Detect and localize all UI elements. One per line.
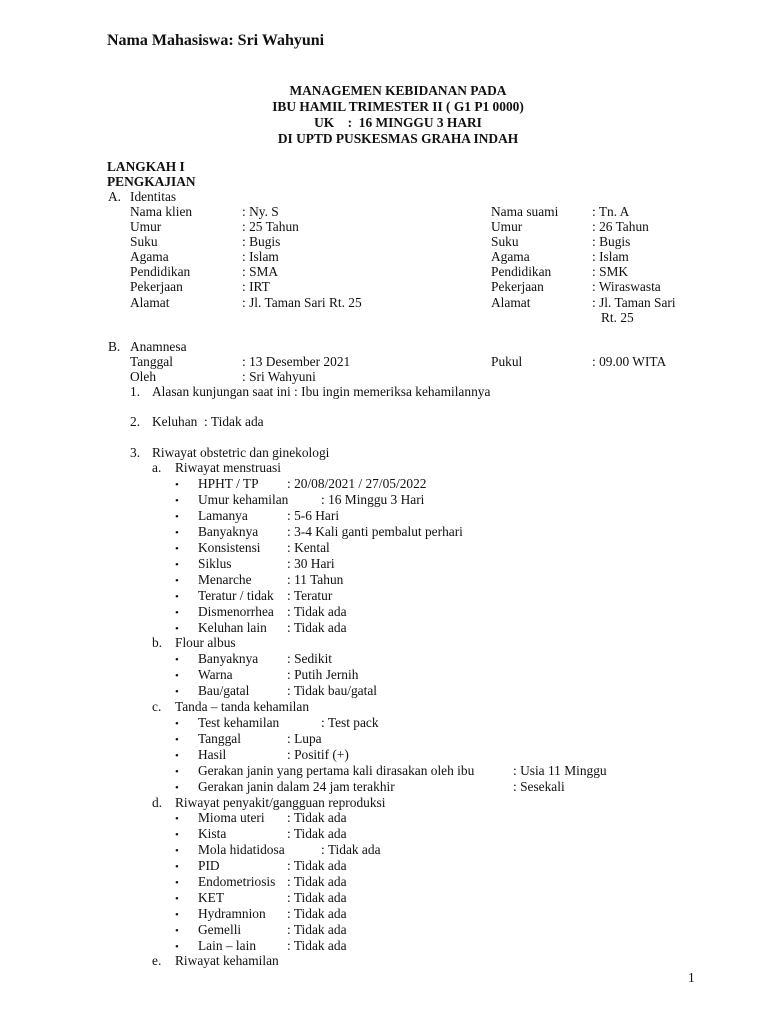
numbered-item-number: 3. bbox=[130, 445, 141, 460]
oleh-value: : Sri Wahyuni bbox=[242, 369, 316, 384]
list-item-value: : Tidak ada bbox=[287, 858, 347, 873]
section-b-label: Anamnesa bbox=[130, 339, 187, 354]
doc-title-line-1: MANAGEMEN KEBIDANAN PADA bbox=[289, 83, 507, 98]
tanggal-value: : 13 Desember 2021 bbox=[242, 354, 351, 369]
list-item-label: Hydramnion bbox=[198, 906, 266, 921]
sub-label: Riwayat penyakit/gangguan reproduksi bbox=[175, 795, 386, 810]
list-item-label: Banyaknya bbox=[198, 651, 259, 666]
list-item-label: Banyaknya bbox=[198, 524, 259, 539]
list-item-label: Teratur / tidak bbox=[198, 588, 274, 603]
numbered-item-number: 1. bbox=[130, 384, 141, 399]
list-item-value: : 30 Hari bbox=[287, 556, 335, 571]
bullet-icon: • bbox=[175, 909, 179, 921]
list-item-label: Umur kehamilan bbox=[198, 492, 289, 507]
sub-label: Riwayat menstruasi bbox=[175, 460, 281, 475]
list-item-label: Warna bbox=[198, 667, 233, 682]
list-item-label: HPHT / TP bbox=[198, 476, 259, 491]
doc-title-line-4: DI UPTD PUSKESMAS GRAHA INDAH bbox=[277, 131, 519, 146]
list-item-value: : Tidak bau/gatal bbox=[287, 683, 378, 698]
list-item-label: Menarche bbox=[198, 572, 252, 587]
list-item-value: : Tidak ada bbox=[287, 906, 347, 921]
suami-value: : 26 Tahun bbox=[592, 219, 649, 234]
sub-letter: d. bbox=[152, 795, 163, 810]
section-b-letter: B. bbox=[108, 339, 121, 354]
klien-value: : SMA bbox=[242, 264, 279, 279]
suami-label: Alamat bbox=[491, 295, 531, 310]
list-item-label: Bau/gatal bbox=[198, 683, 250, 698]
list-item-label: Endometriosis bbox=[198, 874, 276, 889]
klien-label: Agama bbox=[130, 249, 169, 264]
numbered-item-text: Keluhan : Tidak ada bbox=[152, 414, 264, 429]
page-number: 1 bbox=[688, 970, 695, 985]
list-item-label: Kista bbox=[198, 826, 227, 841]
list-item-label: Gerakan janin yang pertama kali dirasakan oleh ibu bbox=[198, 763, 475, 778]
bullet-icon: • bbox=[175, 559, 179, 571]
bullet-icon: • bbox=[175, 750, 179, 762]
list-item-label: Siklus bbox=[198, 556, 232, 571]
bullet-icon: • bbox=[175, 623, 179, 635]
list-item-value: : Tidak ada bbox=[287, 810, 347, 825]
doc-title-line-2: IBU HAMIL TRIMESTER II ( G1 P1 0000) bbox=[272, 99, 524, 114]
doc-title-line-3: UK : 16 MINGGU 3 HARI bbox=[314, 115, 482, 130]
suami-value: : SMK bbox=[592, 264, 629, 279]
klien-label: Suku bbox=[130, 234, 158, 249]
suami-address-continuation: Rt. 25 bbox=[601, 310, 634, 325]
list-item-value: : Test pack bbox=[321, 715, 379, 730]
suami-value: : Wiraswasta bbox=[592, 279, 661, 294]
bullet-icon: • bbox=[175, 527, 179, 539]
bullet-icon: • bbox=[175, 607, 179, 619]
sub-letter: c. bbox=[152, 699, 162, 714]
sub-label: Tanda – tanda kehamilan bbox=[175, 699, 310, 714]
suami-value: : Tn. A bbox=[592, 204, 630, 219]
bullet-icon: • bbox=[175, 766, 179, 778]
suami-label: Pendidikan bbox=[491, 264, 552, 279]
bullet-icon: • bbox=[175, 829, 179, 841]
list-item-value: : Tidak ada bbox=[287, 874, 347, 889]
list-item-value: : Tidak ada bbox=[287, 620, 347, 635]
bullet-icon: • bbox=[175, 575, 179, 587]
suami-value: : Jl. Taman Sari bbox=[592, 295, 676, 310]
list-item-value: : 11 Tahun bbox=[287, 572, 344, 587]
bullet-icon: • bbox=[175, 495, 179, 507]
bullet-icon: • bbox=[175, 511, 179, 523]
list-item-value: : 20/08/2021 / 27/05/2022 bbox=[287, 476, 427, 491]
suami-label: Suku bbox=[491, 234, 519, 249]
numbered-item-text: Alasan kunjungan saat ini : Ibu ingin memeriksa kehamilannya bbox=[152, 384, 491, 399]
list-item-label: Dismenorrhea bbox=[198, 604, 274, 619]
sub-letter: e. bbox=[152, 953, 162, 968]
klien-value: : 25 Tahun bbox=[242, 219, 299, 234]
numbered-item-text: Riwayat obstetric dan ginekologi bbox=[152, 445, 330, 460]
list-item-label: Test kehamilan bbox=[198, 715, 280, 730]
list-item-value: : Tidak ada bbox=[287, 604, 347, 619]
bullet-icon: • bbox=[175, 670, 179, 682]
bullet-icon: • bbox=[175, 686, 179, 698]
sub-label: Riwayat kehamilan bbox=[175, 953, 279, 968]
list-item-value: : Lupa bbox=[287, 731, 322, 746]
bullet-icon: • bbox=[175, 782, 179, 794]
klien-value: : Jl. Taman Sari Rt. 25 bbox=[242, 295, 362, 310]
list-item-label: Keluhan lain bbox=[198, 620, 267, 635]
bullet-icon: • bbox=[175, 479, 179, 491]
student-name-line: Nama Mahasiswa: Sri Wahyuni bbox=[107, 32, 325, 49]
list-item-value: : Tidak ada bbox=[287, 938, 347, 953]
pengkajian-heading: PENGKAJIAN bbox=[107, 174, 196, 189]
list-item-value: : Tidak ada bbox=[287, 826, 347, 841]
list-item-label: Gerakan janin dalam 24 jam terakhir bbox=[198, 779, 395, 794]
list-item-label: PID bbox=[198, 858, 220, 873]
list-item-label: Lamanya bbox=[198, 508, 248, 523]
list-item-value: : Putih Jernih bbox=[287, 667, 359, 682]
tanggal-label: Tanggal bbox=[130, 354, 173, 369]
klien-label: Pekerjaan bbox=[130, 279, 183, 294]
list-item-label: KET bbox=[198, 890, 225, 905]
list-item-value: : Kental bbox=[287, 540, 330, 555]
sub-letter: b. bbox=[152, 635, 163, 650]
list-item-value: : Tidak ada bbox=[287, 890, 347, 905]
list-item-value: : Tidak ada bbox=[321, 842, 381, 857]
section-a-letter: A. bbox=[108, 189, 122, 204]
oleh-label: Oleh bbox=[130, 369, 157, 384]
klien-label: Alamat bbox=[130, 295, 170, 310]
suami-label: Nama suami bbox=[491, 204, 559, 219]
klien-label: Pendidikan bbox=[130, 264, 191, 279]
list-item-label: Mola hidatidosa bbox=[198, 842, 285, 857]
suami-label: Agama bbox=[491, 249, 530, 264]
bullet-icon: • bbox=[175, 813, 179, 825]
list-item-label: Hasil bbox=[198, 747, 227, 762]
list-item-label: Mioma uteri bbox=[198, 810, 265, 825]
list-item-value: : Sesekali bbox=[513, 779, 565, 794]
klien-value: : Bugis bbox=[242, 234, 281, 249]
list-item-value: : 16 Minggu 3 Hari bbox=[321, 492, 425, 507]
sub-label: Flour albus bbox=[175, 635, 236, 650]
klien-value: : IRT bbox=[242, 279, 270, 294]
numbered-item-number: 2. bbox=[130, 414, 141, 429]
suami-label: Umur bbox=[491, 219, 523, 234]
bullet-icon: • bbox=[175, 734, 179, 746]
pukul-value: : 09.00 WITA bbox=[592, 354, 667, 369]
list-item-value: : Positif (+) bbox=[287, 747, 349, 762]
bullet-icon: • bbox=[175, 925, 179, 937]
klien-label: Umur bbox=[130, 219, 162, 234]
bullet-icon: • bbox=[175, 591, 179, 603]
list-item-label: Lain – lain bbox=[198, 938, 257, 953]
bullet-icon: • bbox=[175, 845, 179, 857]
list-item-value: : Sedikit bbox=[287, 651, 333, 666]
suami-value: : Bugis bbox=[592, 234, 631, 249]
bullet-icon: • bbox=[175, 893, 179, 905]
list-item-value: : Tidak ada bbox=[287, 922, 347, 937]
suami-value: : Islam bbox=[592, 249, 629, 264]
section-a-label: Identitas bbox=[130, 189, 177, 204]
klien-value: : Ny. S bbox=[242, 204, 279, 219]
langkah-heading: LANGKAH I bbox=[107, 159, 185, 174]
klien-value: : Islam bbox=[242, 249, 279, 264]
list-item-label: Gemelli bbox=[198, 922, 242, 937]
bullet-icon: • bbox=[175, 718, 179, 730]
bullet-icon: • bbox=[175, 877, 179, 889]
list-item-value: : Usia 11 Minggu bbox=[513, 763, 607, 778]
klien-label: Nama klien bbox=[130, 204, 193, 219]
list-item-label: Konsistensi bbox=[198, 540, 261, 555]
list-item-label: Tanggal bbox=[198, 731, 241, 746]
sub-letter: a. bbox=[152, 460, 162, 475]
bullet-icon: • bbox=[175, 861, 179, 873]
pukul-label: Pukul bbox=[491, 354, 523, 369]
list-item-value: : Teratur bbox=[287, 588, 333, 603]
bullet-icon: • bbox=[175, 941, 179, 953]
list-item-value: : 5-6 Hari bbox=[287, 508, 340, 523]
list-item-value: : 3-4 Kali ganti pembalut perhari bbox=[287, 524, 463, 539]
suami-label: Pekerjaan bbox=[491, 279, 544, 294]
bullet-icon: • bbox=[175, 654, 179, 666]
bullet-icon: • bbox=[175, 543, 179, 555]
